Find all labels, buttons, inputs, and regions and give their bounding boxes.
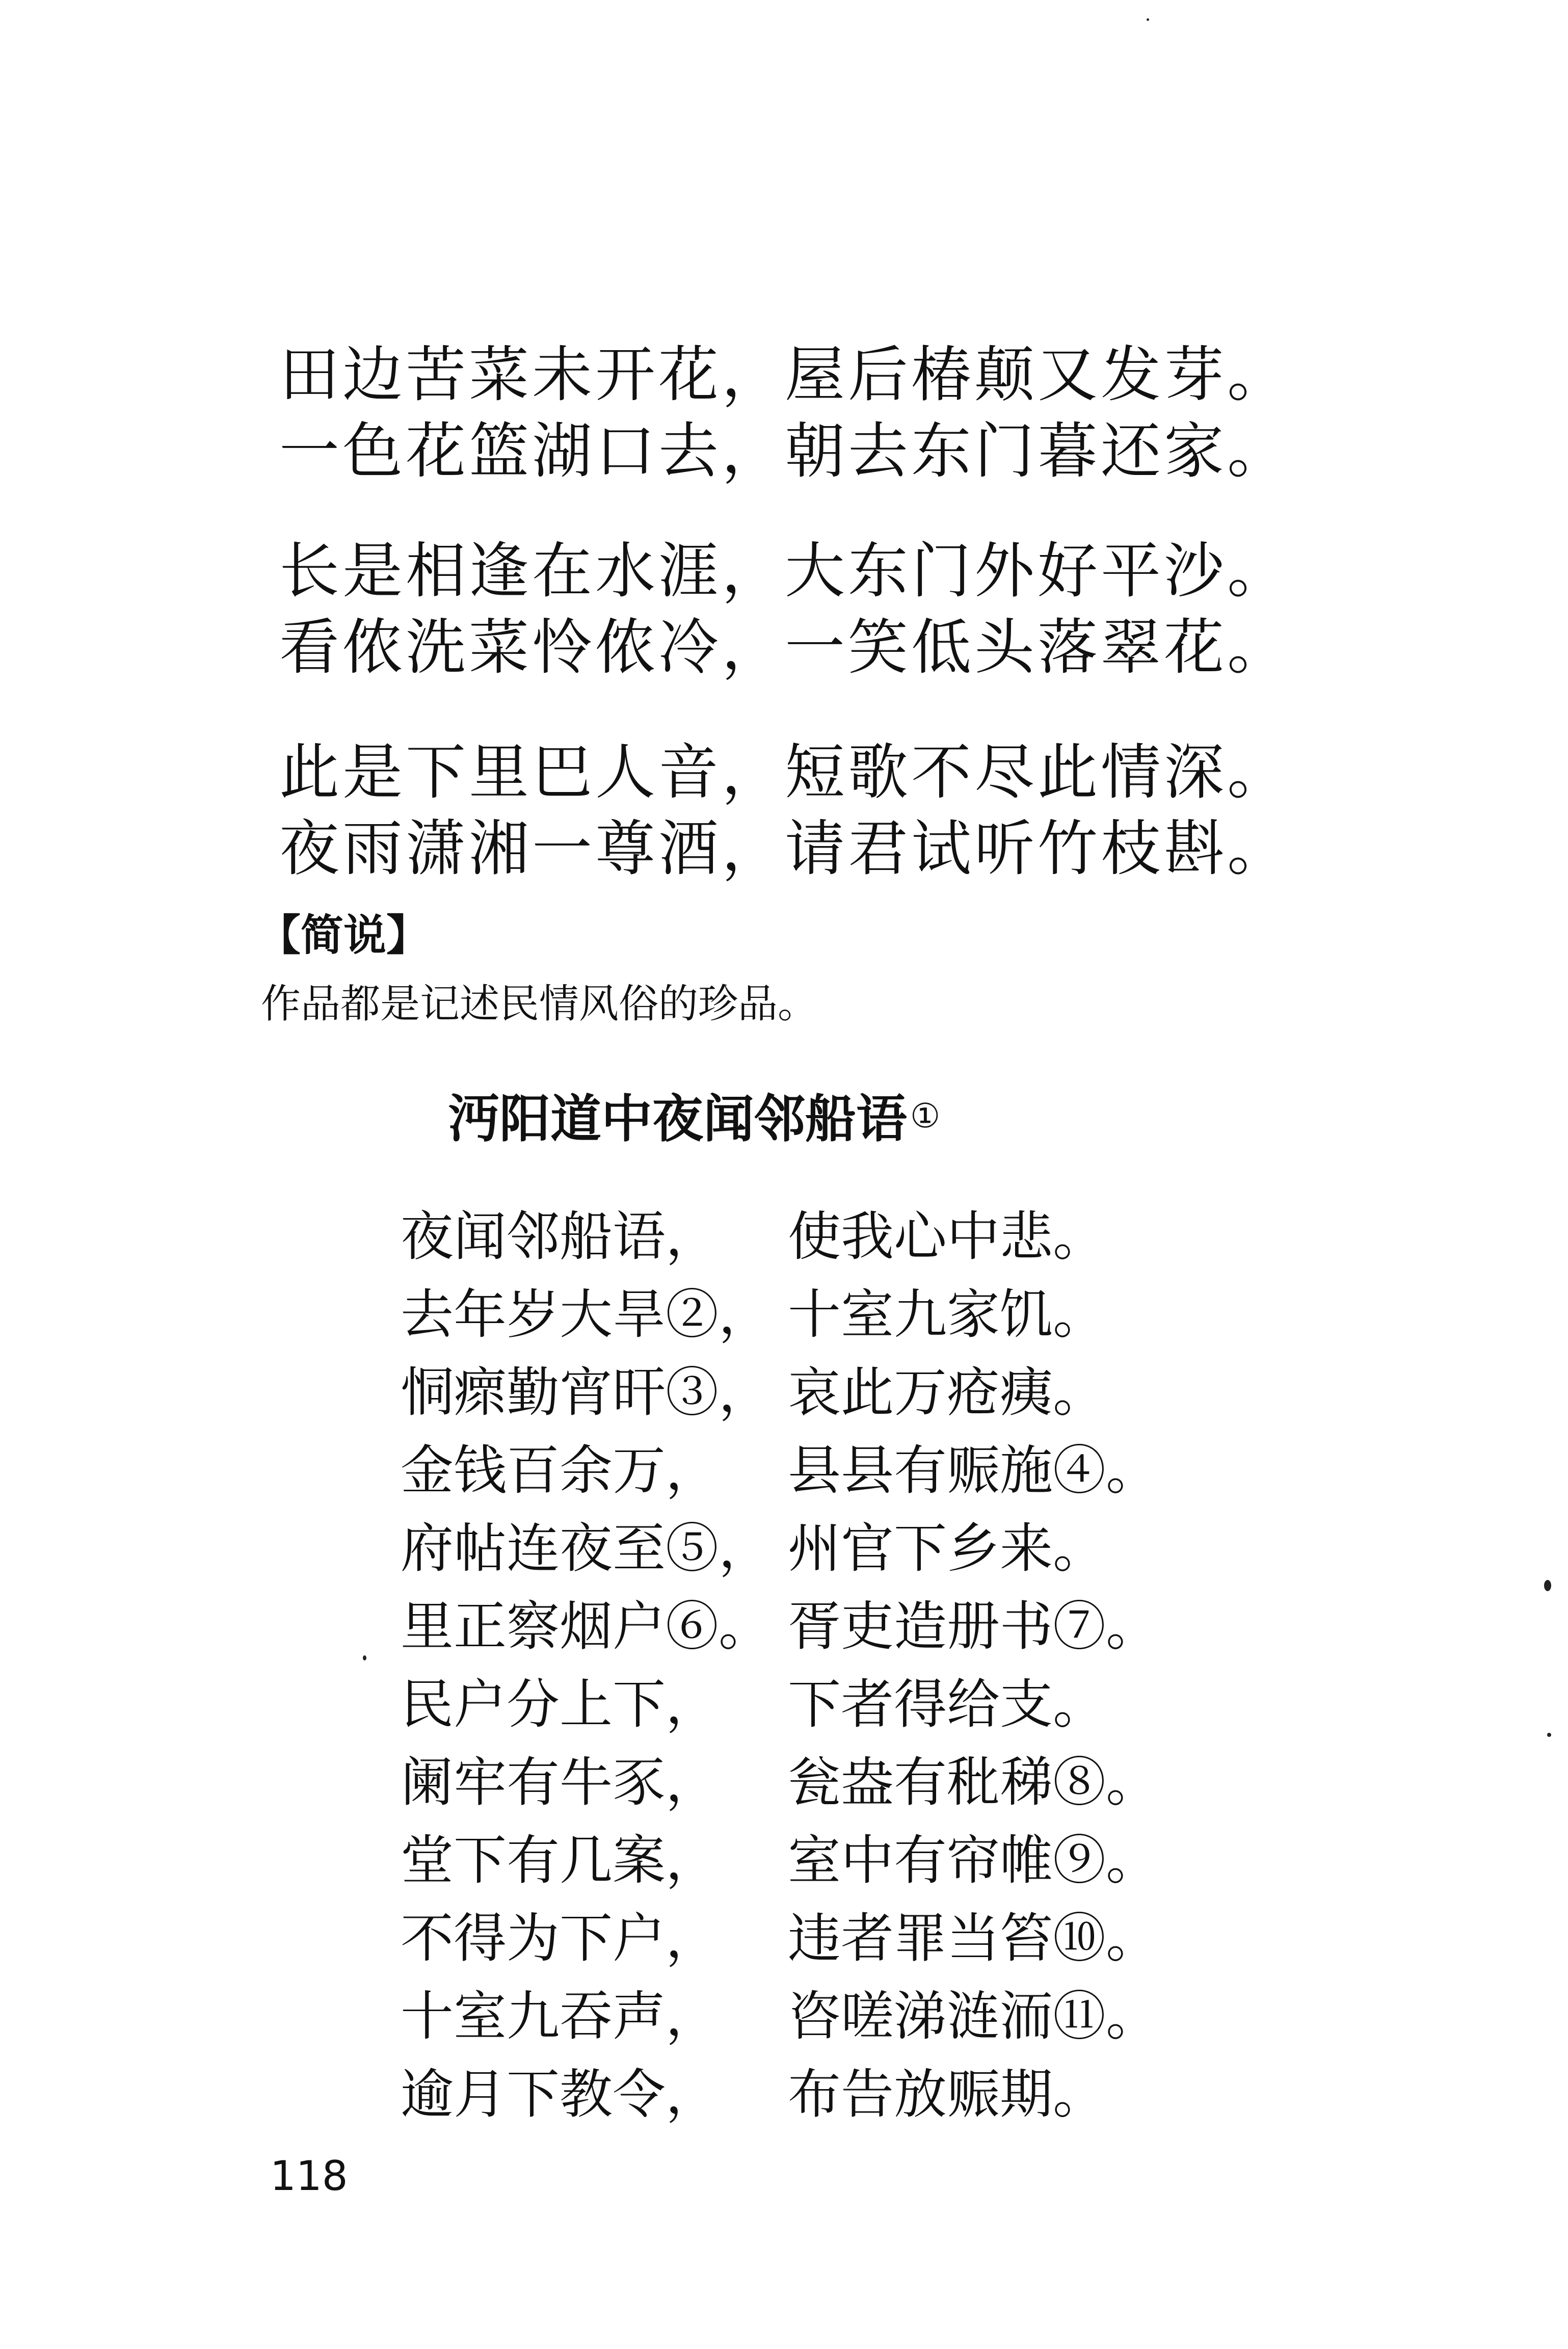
poem-stanza-2: [279, 533, 1400, 685]
poem-couplet: [401, 1977, 1318, 2055]
couplet-first-half: 去年岁大旱②，: [401, 1283, 772, 1345]
couplet-second-half: 瓮盎有秕稊⑧。: [788, 1751, 1159, 1813]
couplet-second-half: 室中有帘帷⑨。: [788, 1829, 1159, 1891]
couplet-second-half: 使我心中悲。: [788, 1205, 1106, 1268]
couplet-first-half: 府帖连夜至⑤，: [401, 1517, 772, 1579]
poem-line: 一色花篮湖口去，朝去东门暮还家。: [279, 416, 1291, 486]
footnote-marker: ①: [910, 1096, 941, 1136]
poem-line: 夜雨潇湘一尊酒，请君试听竹枝斟。: [279, 813, 1291, 884]
couplet-first-half: 民户分上下，: [401, 1673, 719, 1735]
scan-speck: [1147, 18, 1149, 21]
couplet-first-half: 金钱百余万，: [401, 1439, 719, 1501]
poem-line: 田边苦菜未开花，屋后椿颠又发芽。: [279, 339, 1291, 410]
page-number: 118: [270, 2152, 348, 2200]
scan-speck: [363, 1655, 366, 1660]
poem-couplet: [401, 1510, 1318, 1588]
scan-speck: [1547, 1733, 1551, 1737]
couplet-second-half: 违者罪当笞⑩。: [788, 1907, 1159, 1969]
commentary-heading: 【简说】: [258, 910, 430, 960]
couplet-first-half: 阑牢有牛豕，: [401, 1751, 719, 1813]
couplet-first-half: 堂下有几案，: [401, 1829, 719, 1891]
poem-line: 看侬洗菜怜侬冷，一笑低头落翠花。: [279, 612, 1291, 682]
couplet-second-half: 哀此万疮痍。: [788, 1361, 1106, 1423]
couplet-first-half: 十室九吞声，: [401, 1985, 719, 2047]
poem-couplet: [401, 1899, 1318, 1977]
couplet-first-half: 夜闻邻船语，: [401, 1205, 719, 1268]
commentary-text: 作品都是记述民情风俗的珍品。: [261, 981, 818, 1027]
couplet-second-half: 下者得给支。: [788, 1673, 1106, 1735]
poem-couplet: [401, 1354, 1318, 1432]
scan-speck: [1544, 1580, 1551, 1591]
poem-couplet: [401, 1432, 1318, 1510]
poem-couplet: [401, 1822, 1318, 1899]
poem-couplet: [401, 1276, 1318, 1354]
poem-couplet: [401, 1198, 1318, 1276]
couplet-first-half: 逾月下教令，: [401, 2063, 719, 2125]
poem-stanza-1: [279, 336, 1400, 489]
poem-title: [448, 1080, 940, 1155]
couplet-first-half: 里正察烟户⑥。: [401, 1595, 772, 1657]
couplet-second-half: 十室九家饥。: [788, 1283, 1106, 1345]
couplet-first-half: 恫瘝勤宵旰③，: [401, 1361, 772, 1423]
poem-couplet: [401, 1588, 1318, 1666]
couplet-second-half: 县县有赈施④。: [788, 1439, 1159, 1501]
couplet-second-half: 州官下乡来。: [788, 1517, 1106, 1579]
poem-body: [401, 1198, 1318, 2133]
couplet-first-half: 不得为下户，: [401, 1907, 719, 1969]
poem-couplet: [401, 2055, 1318, 2133]
couplet-second-half: 咨嗟涕涟洏⑪。: [788, 1985, 1159, 2047]
poem-line: 此是下里巴人音，短歌不尽此情深。: [279, 737, 1291, 807]
poem-stanza-3: [279, 734, 1400, 887]
couplet-second-half: 胥吏造册书⑦。: [788, 1595, 1159, 1657]
couplet-second-half: 布告放赈期。: [788, 2063, 1106, 2125]
poem-title-text: 沔阳道中夜闻邻船语: [448, 1089, 907, 1149]
poem-couplet: [401, 1744, 1318, 1822]
poem-line: 长是相逢在水涯，大东门外好平沙。: [279, 536, 1291, 606]
poem-couplet: [401, 1666, 1318, 1744]
